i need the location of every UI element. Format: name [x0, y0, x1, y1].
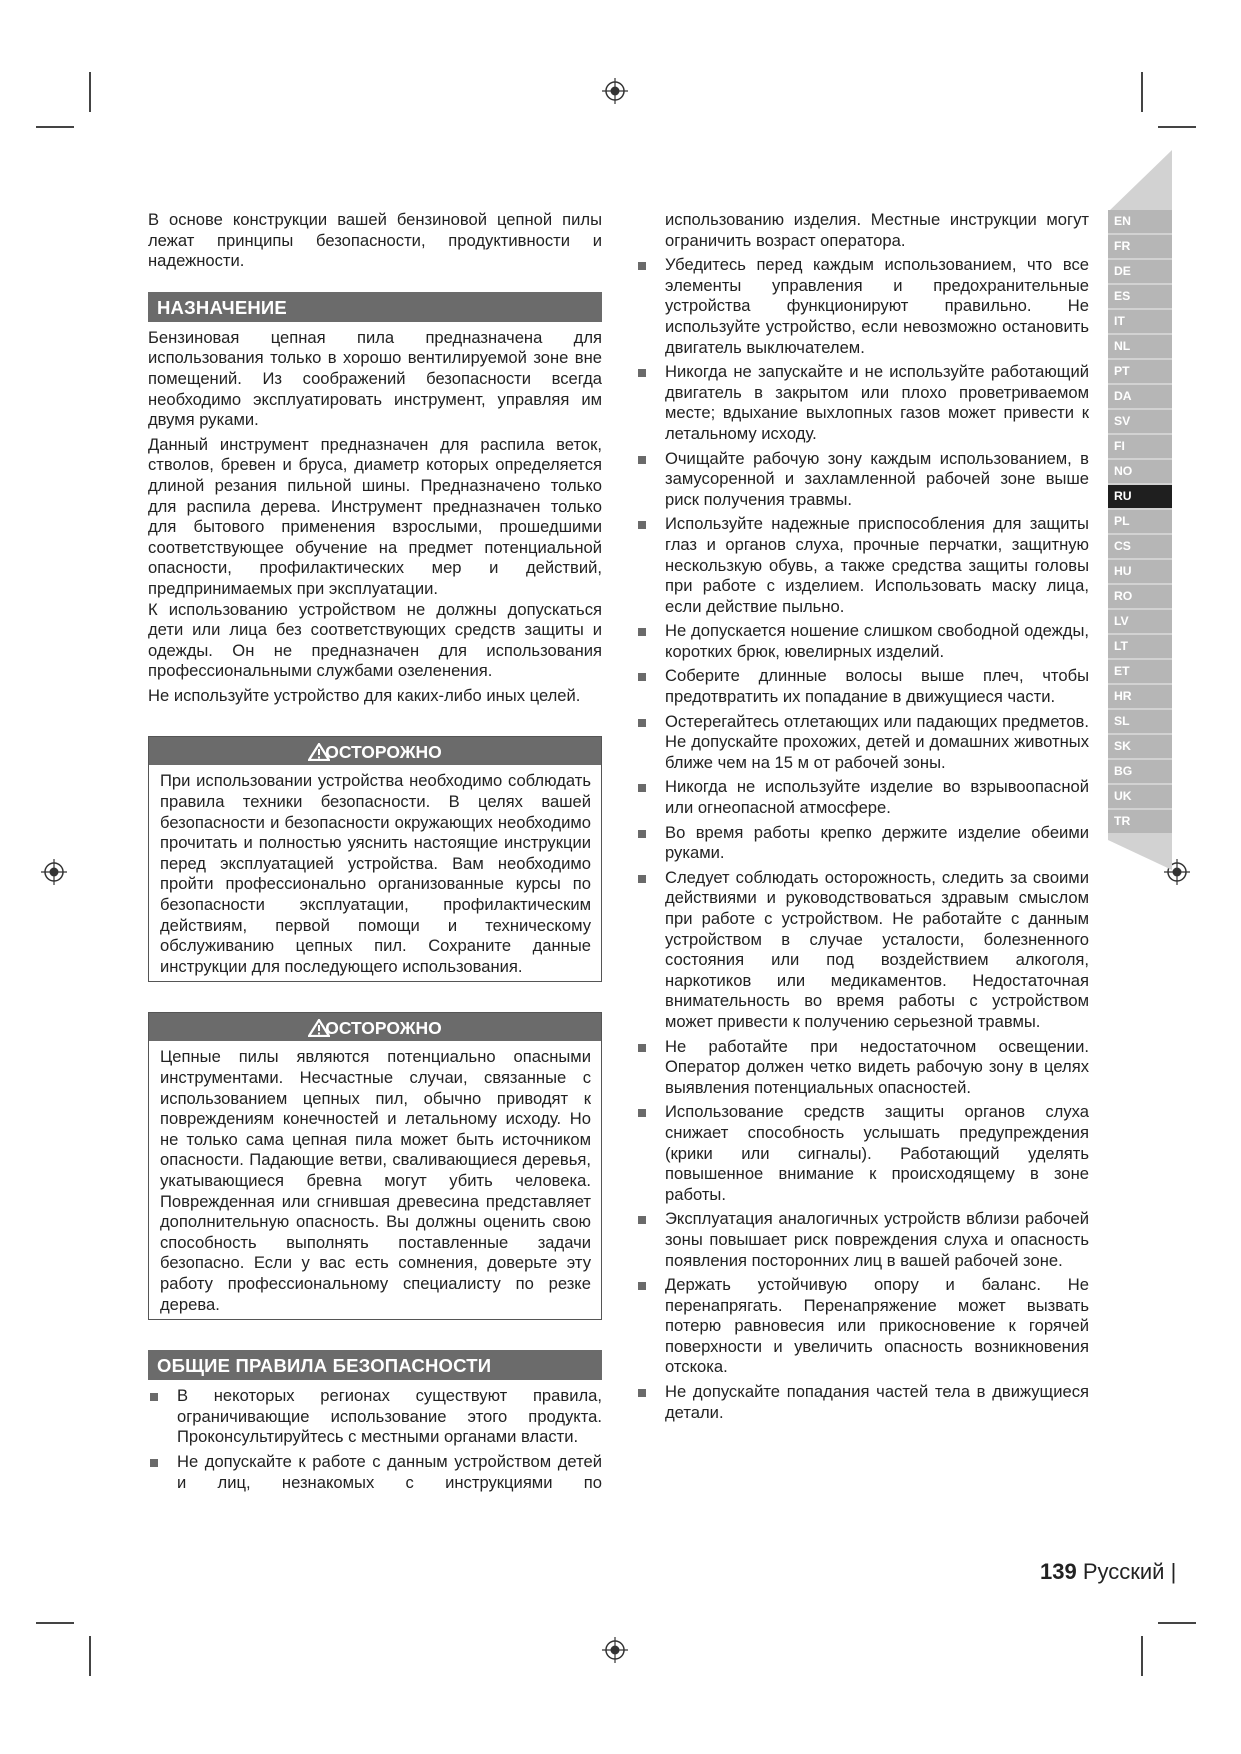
- language-tabs: [1108, 210, 1172, 835]
- bullet-square-icon: [150, 1393, 158, 1401]
- bullet-text: Эксплуатация аналогичных устройств вблизи рабочей зоны повышает риск повреждения слуха и опасность появления посторонних лиц в вашей рабочей зоне.: [665, 1209, 1089, 1270]
- page-number: 139: [1040, 1559, 1077, 1584]
- bullet-square-icon: [638, 875, 646, 883]
- bullet-text: Убедитесь перед каждым использованием, что все элементы управления и предохранительные устройства функционируют правильно. Не используйте устройство, если невозможно остановить двигатель выключателем.: [665, 255, 1089, 357]
- bullet-square-icon: [638, 830, 646, 838]
- bullet-square-icon: [638, 1389, 646, 1397]
- list-item: [148, 1386, 602, 1448]
- language-tab-tr[interactable]: TR: [1108, 810, 1172, 833]
- crop-mark: [89, 1636, 91, 1676]
- language-tab-hr[interactable]: HR: [1108, 685, 1172, 708]
- bullet-text: Никогда не используйте изделие во взрывоопасной или огнеопасной атмосфере.: [665, 777, 1089, 818]
- continuation-text: использованию изделия. Местные инструкции могут ограничить возраст оператора.: [665, 210, 1089, 250]
- list-item: [636, 1037, 1089, 1099]
- language-tab-bg[interactable]: BG: [1108, 760, 1172, 783]
- registration-mark-icon: [41, 859, 67, 885]
- language-tab-no[interactable]: NO: [1108, 460, 1172, 483]
- bullet-text: Никогда не запускайте и не используйте работающий двигатель в закрытом или плохо проветриваемом месте; вдыхание выхлопных газов может привести к летальному исходу.: [665, 362, 1089, 443]
- list-item: [636, 1275, 1089, 1378]
- bullet-square-icon: [638, 673, 646, 681]
- language-tab-en[interactable]: EN: [1108, 210, 1172, 233]
- list-item: [636, 666, 1089, 707]
- list-item: [636, 1102, 1089, 1205]
- list-item: [636, 1382, 1089, 1423]
- warning-title: ОСТОРОЖНО: [325, 1018, 442, 1039]
- language-tab-nl[interactable]: NL: [1108, 335, 1172, 358]
- bullet-square-icon: [638, 1044, 646, 1052]
- language-tab-lv[interactable]: LV: [1108, 610, 1172, 633]
- list-item: [636, 362, 1089, 444]
- bullet-square-icon: [638, 719, 646, 727]
- language-tab-hu[interactable]: HU: [1108, 560, 1172, 583]
- language-tab-cs[interactable]: CS: [1108, 535, 1172, 558]
- list-item: [636, 777, 1089, 818]
- language-tab-pt[interactable]: PT: [1108, 360, 1172, 383]
- registration-mark-icon: [602, 1637, 628, 1663]
- bullet-text: Во время работы крепко держите изделие обеими руками.: [665, 822, 1089, 863]
- language-tab-de[interactable]: DE: [1108, 260, 1172, 283]
- language-tab-fi[interactable]: FI: [1108, 435, 1172, 458]
- language-tab-uk[interactable]: UK: [1108, 785, 1172, 808]
- list-item: [636, 514, 1089, 617]
- language-tab-pl[interactable]: PL: [1108, 510, 1172, 533]
- warning-title: ОСТОРОЖНО: [325, 742, 442, 763]
- language-tab-sl[interactable]: SL: [1108, 710, 1172, 733]
- footer-language: Русский: [1082, 1559, 1165, 1584]
- safety-bullet-list: [636, 255, 1089, 1423]
- warning-text: Цепные пилы являются потенциально опасными инструментами. Несчастные случаи, связанные с использованием цепных пил, обычно приводят к повреждениям конечностей и летальному исходу. Но не только сама цепная пила может быть источником опасности. Падающие ветви, сваливающиеся деревья, укатывающиеся бревна могут убить человека. Поврежденная или сгнившая древесина представляет дополнительную опасность. Вы должны оценить свою способность выполнять поставленные задачи безопасно. Если у вас есть сомнения, доверьте эту работу профессиональному специалисту по резке дерева.: [160, 1047, 591, 1314]
- language-tab-ru[interactable]: RU: [1108, 485, 1172, 508]
- bullet-square-icon: [638, 1216, 646, 1224]
- crop-mark: [36, 126, 74, 128]
- bullet-square-icon: [638, 784, 646, 792]
- purpose-paragraph: Бензиновая цепная пила предназначена для использования только в хорошо вентилируемой зоне вне помещений. Из соображений безопасности всегда необходимо эксплуатировать инструмент, управляя им двумя руками.: [148, 327, 602, 430]
- purpose-paragraph: К использованию устройством не должны допускаться дети или лица без соответствующих средств защиты и одежды. Он не предназначен для использования профессиональными службами озеленения.: [148, 599, 602, 681]
- general-safety-heading: ОБЩИЕ ПРАВИЛА БЕЗОПАСНОСТИ: [148, 1350, 602, 1380]
- bullet-text: Не работайте при недостаточном освещении. Оператор должен четко видеть рабочую зону в целях выявления потенциальных опасностей.: [665, 1036, 1089, 1097]
- bullet-text: Остерегайтесь отлетающих или падающих предметов. Не допускайте прохожих, детей и домашних животных ближе чем на 15 м от рабочей зоны.: [665, 711, 1089, 772]
- bullet-square-icon: [150, 1459, 158, 1467]
- language-tab-lt[interactable]: LT: [1108, 635, 1172, 658]
- bullet-square-icon: [638, 1109, 646, 1117]
- crop-mark: [1141, 72, 1143, 112]
- bullet-text: Использование средств защиты органов слуха снижает способность услышать предупреждения (крики или сигналы). Работающий уделять повышенное внимание к происходящему в зоне работы.: [665, 1102, 1089, 1204]
- warning-title-bar: [149, 737, 601, 765]
- left-column: [148, 210, 602, 1497]
- bullet-square-icon: [638, 521, 646, 529]
- list-item: [636, 712, 1089, 774]
- page-footer: [1040, 1559, 1176, 1585]
- bullet-text: Не допускайте к работе с данным устройством детей и лиц, незнакомых с инструкциями по: [177, 1451, 602, 1492]
- list-item: [636, 1209, 1089, 1271]
- bullet-square-icon: [638, 262, 646, 270]
- bullet-square-icon: [638, 1282, 646, 1290]
- bullet-text: В некоторых регионах существуют правила, ограничивающие использование этого продукта. Проконсультируйтесь с местными органами власти.: [177, 1386, 602, 1447]
- bullet-square-icon: [638, 628, 646, 636]
- purpose-paragraph: Данный инструмент предназначен для распила веток, стволов, бревен и бруса, диаметр которых определяется длиной резания пильной шины. Предназначено только для распила дерева. Инструмент предназначен только для бытового применения взрослыми, прошедшими соответствующее обучение на предмет потенциальной опасности, профилактических мер и действий, предпринимаемых при эксплуатации.: [148, 434, 602, 598]
- purpose-paragraph: Не используйте устройство для каких-либо иных целей.: [148, 685, 581, 705]
- purpose-heading: НАЗНАЧЕНИЕ: [148, 292, 602, 322]
- list-item: [636, 823, 1089, 864]
- crop-mark: [89, 72, 91, 112]
- bullet-text: Следует соблюдать осторожность, следить за своими действиями и руководствоваться здравым смыслом при работе с устройством. Не работайте с данным устройством в случае усталости, болезненного состояния или под воздействием алкоголя, наркотиков или медикаментов. Недостаточная внимательность во время работы с устройством может привести к получению серьезной травмы.: [665, 867, 1089, 1031]
- crop-mark: [1158, 126, 1196, 128]
- language-tab-sk[interactable]: SK: [1108, 735, 1172, 758]
- warning-text: При использовании устройства необходимо соблюдать правила техники безопасности. В целях вашей безопасности и безопасности окружающих необходимо прочитать и полностью уяснить настоящие инструкции перед эксплуатацией устройства. Вам необходимо пройти профессионально организованные курсы по безопасности эксплуатации, профилактическим действиям, первой помощи и техническому обслуживанию цепных пил. Сохраните данные инструкции для последующего использования.: [160, 771, 591, 976]
- bullet-text: Не допускается ношение слишком свободной одежды, коротких брюк, ювелирных изделий.: [665, 621, 1089, 661]
- bullet-square-icon: [638, 456, 646, 464]
- bullet-text: Очищайте рабочую зону каждым использованием, в замусоренной и захламленной рабочей зоне выше риск получения травмы.: [665, 448, 1089, 509]
- intro-text: В основе конструкции вашей бензиновой цепной пилы лежат принципы безопасности, продуктивности и надежности.: [148, 210, 602, 271]
- warning-box: [148, 1012, 602, 1320]
- bullet-text: Соберите длинные волосы выше плеч, чтобы предотвратить их попадание в движущиеся части.: [665, 666, 1089, 707]
- list-item: [148, 1452, 602, 1493]
- list-item: [636, 449, 1089, 511]
- list-item: [636, 621, 1089, 662]
- bullet-square-icon: [638, 369, 646, 377]
- bullet-text: Используйте надежные приспособления для защиты глаз и органов слуха, прочные перчатки, защитную нескользкую обувь, а также средства защиты головы при работе с изделием. Использовать маску лица, если действие пыльно.: [665, 514, 1089, 616]
- language-tab-ro[interactable]: RO: [1108, 585, 1172, 608]
- list-item: [636, 255, 1089, 358]
- footer-separator: |: [1170, 1559, 1177, 1584]
- crop-mark: [1141, 1636, 1143, 1676]
- safety-bullet-list: [148, 1386, 602, 1493]
- bullet-text: Не допускайте попадания частей тела в движущиеся детали.: [665, 1382, 1089, 1422]
- language-tab-fr[interactable]: FR: [1108, 235, 1172, 258]
- language-tab-et[interactable]: ET: [1108, 660, 1172, 683]
- list-item: [636, 868, 1089, 1033]
- right-column: [636, 210, 1089, 1427]
- registration-mark-icon: [602, 78, 628, 104]
- crop-mark: [36, 1622, 74, 1624]
- language-tab-da[interactable]: DA: [1108, 385, 1172, 408]
- crop-mark: [1158, 1622, 1196, 1624]
- warning-title-bar: [149, 1013, 601, 1041]
- language-tab-it[interactable]: IT: [1108, 310, 1172, 333]
- language-tab-es[interactable]: ES: [1108, 285, 1172, 308]
- warning-box: [148, 736, 602, 982]
- language-tab-sv[interactable]: SV: [1108, 410, 1172, 433]
- bullet-text: Держать устойчивую опору и баланс. Не перенапрягать. Перенапряжение может вызвать потерю равновесия или прикосновение к горячей поверхности и увеличить опасность возникновения отскока.: [665, 1275, 1089, 1377]
